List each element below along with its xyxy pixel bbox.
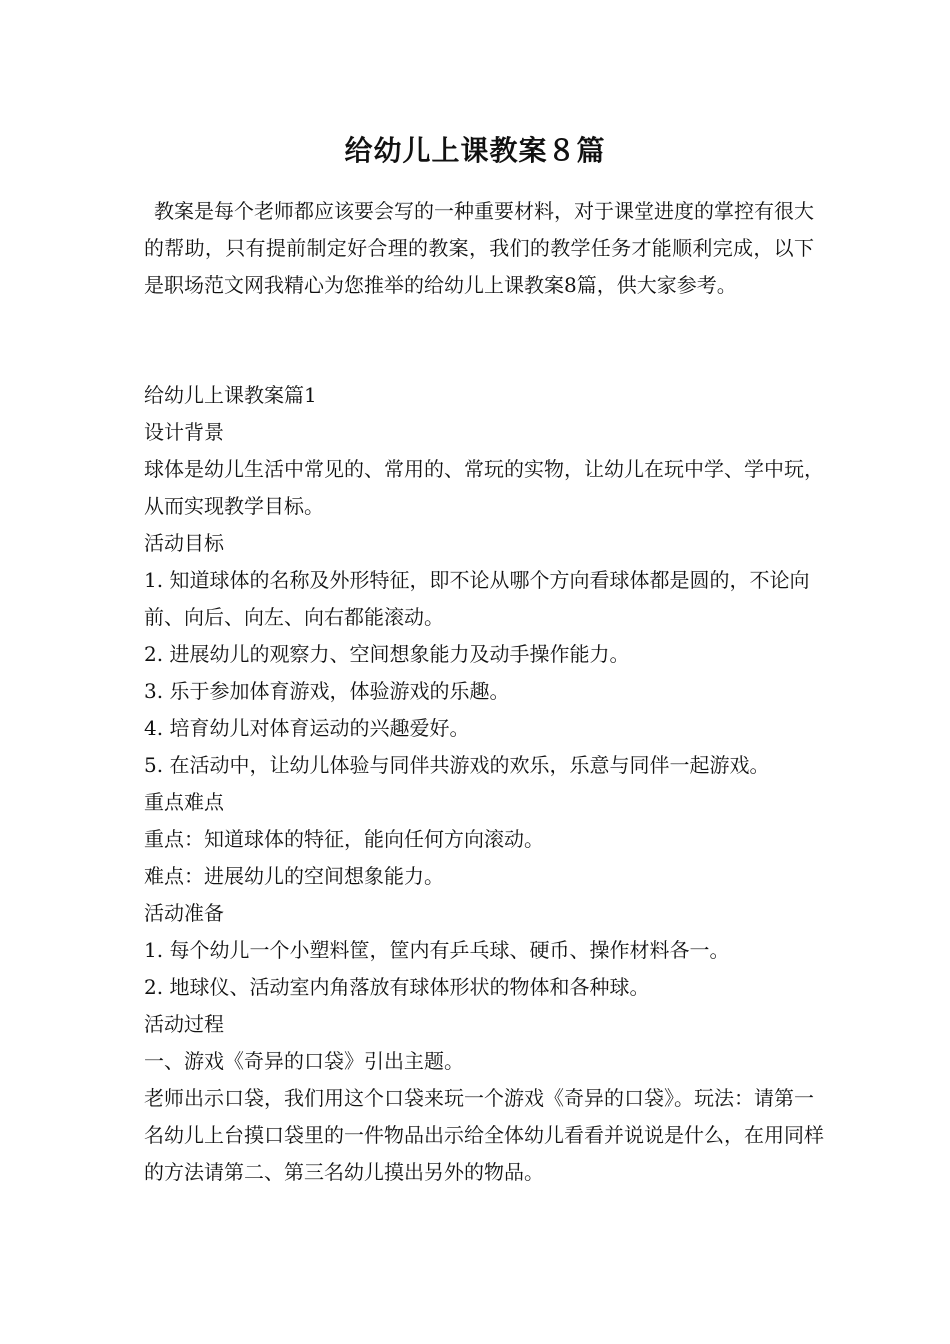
intro-paragraph: 教案是每个老师都应该要会写的一种重要材料，对于课堂进度的掌控有很大的帮助，只有提前制定好合理的教案，我们的教学任务才能顺利完成，以下是职场范文网我精心为您推举的给幼儿上课教案8篇，供大家参考。: [144, 199, 814, 297]
list-item: 1. 知道球体的名称及外形特征，即不论从哪个方向看球体都是圆的，不论向前、向后、向左、向右都能滚动。: [144, 568, 810, 629]
list-item: 2. 地球仪、活动室内角落放有球体形状的物体和各种球。: [144, 975, 650, 999]
document-title: 给幼儿上课教案８篇: [344, 134, 606, 167]
paragraph: 难点：进展幼儿的空间想象能力。: [144, 864, 444, 888]
paragraph: 一、游戏《奇异的口袋》引出主题。: [144, 1049, 464, 1073]
subheading-key-points: 重点难点: [144, 790, 224, 814]
subheading-activity-goals: 活动目标: [144, 531, 224, 555]
paragraph: 球体是幼儿生活中常见的、常用的、常玩的实物，让幼儿在玩中学、学中玩，从而实现教学目标。: [144, 457, 824, 518]
list-item: 5. 在活动中，让幼儿体验与同伴共游戏的欢乐，乐意与同伴一起游戏。: [144, 753, 770, 777]
document-body: [144, 377, 824, 1191]
paragraph: 老师出示口袋，我们用这个口袋来玩一个游戏《奇异的口袋》。玩法：请第一名幼儿上台摸口袋里的一件物品出示给全体幼儿看看并说说是什么，在用同样的方法请第二、第三名幼儿摸出另外的物品。: [144, 1086, 824, 1184]
section-heading: 给幼儿上课教案篇1: [144, 383, 317, 407]
subheading-preparation: 活动准备: [144, 901, 224, 925]
list-item: 4. 培育幼儿对体育运动的兴趣爱好。: [144, 716, 470, 740]
subheading-process: 活动过程: [144, 1012, 224, 1036]
list-item: 1. 每个幼儿一个小塑料筐，筐内有乒乓球、硬币、操作材料各一。: [144, 938, 730, 962]
subheading-design-background: 设计背景: [144, 420, 224, 444]
list-item: 2. 进展幼儿的观察力、空间想象能力及动手操作能力。: [144, 642, 630, 666]
paragraph: 重点：知道球体的特征，能向任何方向滚动。: [144, 827, 544, 851]
list-item: 3. 乐于参加体育游戏，体验游戏的乐趣。: [144, 679, 510, 703]
